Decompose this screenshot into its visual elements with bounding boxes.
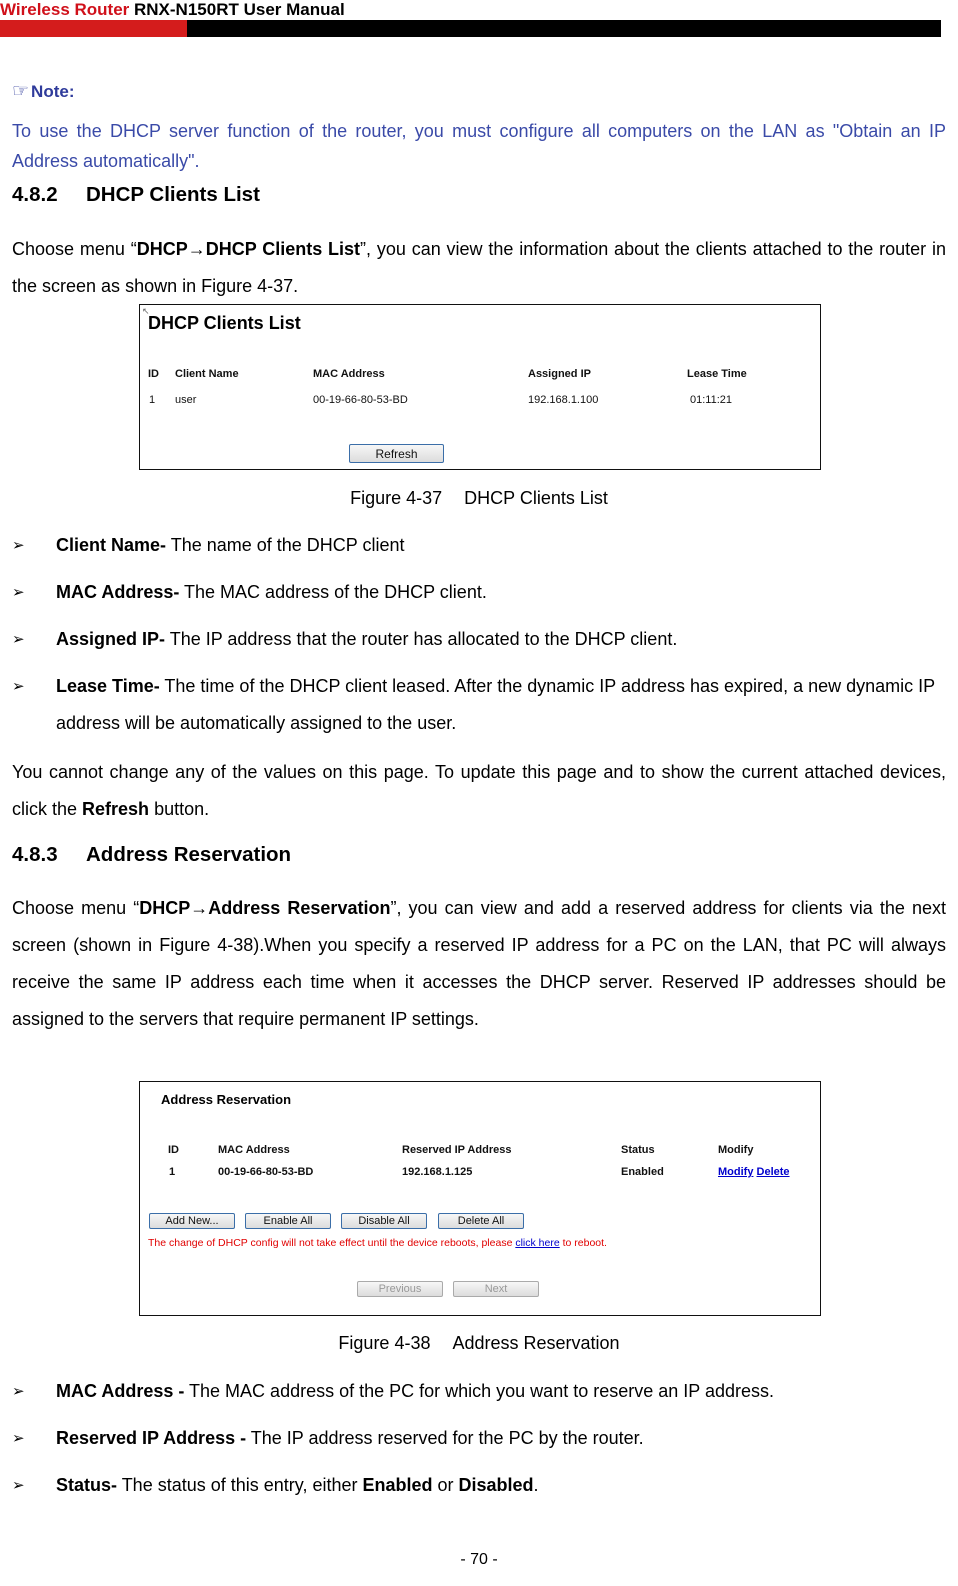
bullet-status xyxy=(12,1467,946,1504)
bullet-lease-time xyxy=(12,668,946,742)
bullet-arrow-icon: ➢ xyxy=(12,584,25,601)
text-run: or xyxy=(432,1475,459,1495)
table-cell-reserved-ip: 192.168.1.125 xyxy=(402,1166,473,1178)
page-header xyxy=(0,0,958,40)
bullet-term: Assigned IP- xyxy=(56,629,166,649)
bullet-desc: The status of this entry, either xyxy=(117,1475,363,1495)
caption-number: Figure 4-38 xyxy=(338,1333,431,1353)
bullet-arrow-icon: ➢ xyxy=(12,631,25,648)
note-label: Note: xyxy=(31,82,75,101)
bullet-arrow-icon: ➢ xyxy=(12,1477,25,1494)
next-button[interactable]: Next xyxy=(453,1281,539,1297)
paragraph-refresh-hint xyxy=(12,754,946,828)
bullet-arrow-icon: ➢ xyxy=(12,1430,25,1447)
text-run: You cannot change any of the values on this page. To update this page and to show the current attached devices, click the xyxy=(12,762,946,819)
figure-title: DHCP Clients List xyxy=(148,313,301,333)
page-number: - 70 - xyxy=(460,1551,498,1568)
address-reservation-screenshot xyxy=(139,1081,821,1316)
bullet-term: MAC Address - xyxy=(56,1381,185,1401)
section-title: Address Reservation xyxy=(86,843,292,866)
warning-text: The change of DHCP config will not take effect until the device reboots, please xyxy=(148,1237,516,1249)
section-number: 4.8.2 xyxy=(12,183,58,206)
caption-text: DHCP Clients List xyxy=(464,488,608,508)
bullet-desc: The MAC address of the PC for which you want to reserve an IP address. xyxy=(184,1381,774,1401)
dhcp-clients-list-screenshot xyxy=(139,304,821,470)
figure-caption-4-38 xyxy=(0,1333,958,1354)
column-header-mac-address: MAC Address xyxy=(218,1144,290,1156)
bullet-term: Reserved IP Address - xyxy=(56,1428,247,1448)
menu-dhcp-clients-list: DHCP Clients List xyxy=(205,239,361,259)
bullet-desc: The time of the DHCP client leased. After the dynamic IP address has expired, a new dynamic IP address will be automatically assigned to the user. xyxy=(56,676,935,733)
bullet-term: Client Name- xyxy=(56,535,167,555)
menu-dhcp: DHCP xyxy=(139,898,191,918)
resize-corner-icon: ↖ xyxy=(142,306,150,316)
column-header-status: Status xyxy=(621,1144,655,1156)
bullet-mac-address-2 xyxy=(12,1373,946,1410)
bullet-arrow-icon: ➢ xyxy=(12,678,25,695)
bullet-arrow-icon: ➢ xyxy=(12,537,25,554)
text-run: ”, you can view and add a reserved address for clients via the next screen (shown in Figure 4-38).When you specify a reserved IP address for a PC on the LAN, that PC will always receive the same IP address each time when it accesses the DHCP server. Reserved IP addresses should be assigned to the servers that require permanent IP settings. xyxy=(12,898,946,1029)
table-cell-id: 1 xyxy=(169,1166,176,1178)
previous-button[interactable]: Previous xyxy=(357,1281,443,1297)
table-cell-lease-time: 01:11:21 xyxy=(690,394,733,406)
paragraph-dhcp-clients-intro xyxy=(12,231,946,305)
text-run: button. xyxy=(149,799,210,819)
manual-title xyxy=(0,0,345,20)
enabled-term: Enabled xyxy=(362,1475,433,1495)
note-heading xyxy=(12,80,75,103)
table-cell-client-name: user xyxy=(175,394,197,406)
disabled-term: Disabled xyxy=(458,1475,534,1495)
column-header-assigned-ip: Assigned IP xyxy=(528,368,591,380)
table-cell-status: Enabled xyxy=(621,1166,664,1178)
column-header-lease-time: Lease Time xyxy=(687,368,747,380)
table-cell-ip: 192.168.1.100 xyxy=(528,394,599,406)
menu-address-reservation: Address Reservation xyxy=(208,898,391,918)
table-cell-mac: 00-19-66-80-53-BD xyxy=(218,1166,314,1178)
header-bar-red xyxy=(0,20,187,37)
brand-name: Wireless Router xyxy=(0,0,130,19)
bullet-desc: The MAC address of the DHCP client. xyxy=(179,582,487,602)
figure-caption-4-37 xyxy=(0,488,958,509)
bullet-arrow-icon: ➢ xyxy=(12,1383,25,1400)
disable-all-button[interactable]: Disable All xyxy=(341,1213,427,1229)
bullet-client-name xyxy=(12,527,946,564)
column-header-reserved-ip: Reserved IP Address xyxy=(402,1144,512,1156)
section-title: DHCP Clients List xyxy=(86,183,260,206)
refresh-term: Refresh xyxy=(82,799,150,819)
bullet-desc: The name of the DHCP client xyxy=(166,535,405,555)
column-header-modify: Modify xyxy=(718,1144,754,1156)
reboot-link[interactable]: click here xyxy=(515,1237,560,1249)
table-cell-id: 1 xyxy=(149,394,156,406)
menu-dhcp: DHCP xyxy=(136,239,188,259)
menu-arrow-icon: → xyxy=(190,898,209,918)
figure-title: Address Reservation xyxy=(161,1092,292,1107)
note-text: To use the DHCP server function of the router, you must configure all computers on the LAN as "Obtain an IP Address automatically". xyxy=(12,121,946,171)
bullet-term: Lease Time- xyxy=(56,676,160,696)
text-run: . xyxy=(533,1475,539,1495)
column-header-client-name: Client Name xyxy=(175,368,239,380)
pointing-hand-icon: ☞ xyxy=(12,81,30,102)
caption-text: Address Reservation xyxy=(452,1333,620,1353)
column-header-id: ID xyxy=(148,368,159,380)
bullet-assigned-ip xyxy=(12,621,946,658)
add-new-button[interactable]: Add New... xyxy=(149,1213,235,1229)
refresh-button[interactable]: Refresh xyxy=(349,444,444,463)
warning-text: to reboot. xyxy=(559,1237,607,1249)
modify-link[interactable]: Modify xyxy=(718,1166,754,1178)
reboot-warning xyxy=(148,1237,607,1249)
table-cell-mac: 00-19-66-80-53-BD xyxy=(313,394,408,406)
text-run: Choose menu “ xyxy=(12,239,137,259)
column-header-id: ID xyxy=(168,1144,179,1156)
text-run: ”, you can view the information about the clients attached to the router in the screen as shown in Figure 4-37. xyxy=(12,239,946,296)
delete-all-button[interactable]: Delete All xyxy=(438,1213,524,1229)
bullet-term: MAC Address- xyxy=(56,582,180,602)
menu-arrow-icon: → xyxy=(187,239,206,259)
bullet-reserved-ip xyxy=(12,1420,946,1457)
header-bar-black xyxy=(187,20,941,37)
caption-number: Figure 4-37 xyxy=(350,488,443,508)
section-heading-4-8-2 xyxy=(12,183,260,207)
bullet-desc: The IP address that the router has allocated to the DHCP client. xyxy=(165,629,678,649)
enable-all-button[interactable]: Enable All xyxy=(245,1213,331,1229)
bullet-mac-address xyxy=(12,574,946,611)
section-number: 4.8.3 xyxy=(12,843,58,866)
bullet-term: Status- xyxy=(56,1475,118,1495)
manual-model: RNX-N150RT User Manual xyxy=(129,0,345,19)
column-header-mac-address: MAC Address xyxy=(313,368,385,380)
delete-link[interactable]: Delete xyxy=(756,1166,790,1178)
paragraph-address-reservation-intro xyxy=(12,890,946,1038)
section-heading-4-8-3 xyxy=(12,843,291,867)
bullet-desc: The IP address reserved for the PC by the router. xyxy=(246,1428,644,1448)
text-run: Choose menu “ xyxy=(12,898,140,918)
